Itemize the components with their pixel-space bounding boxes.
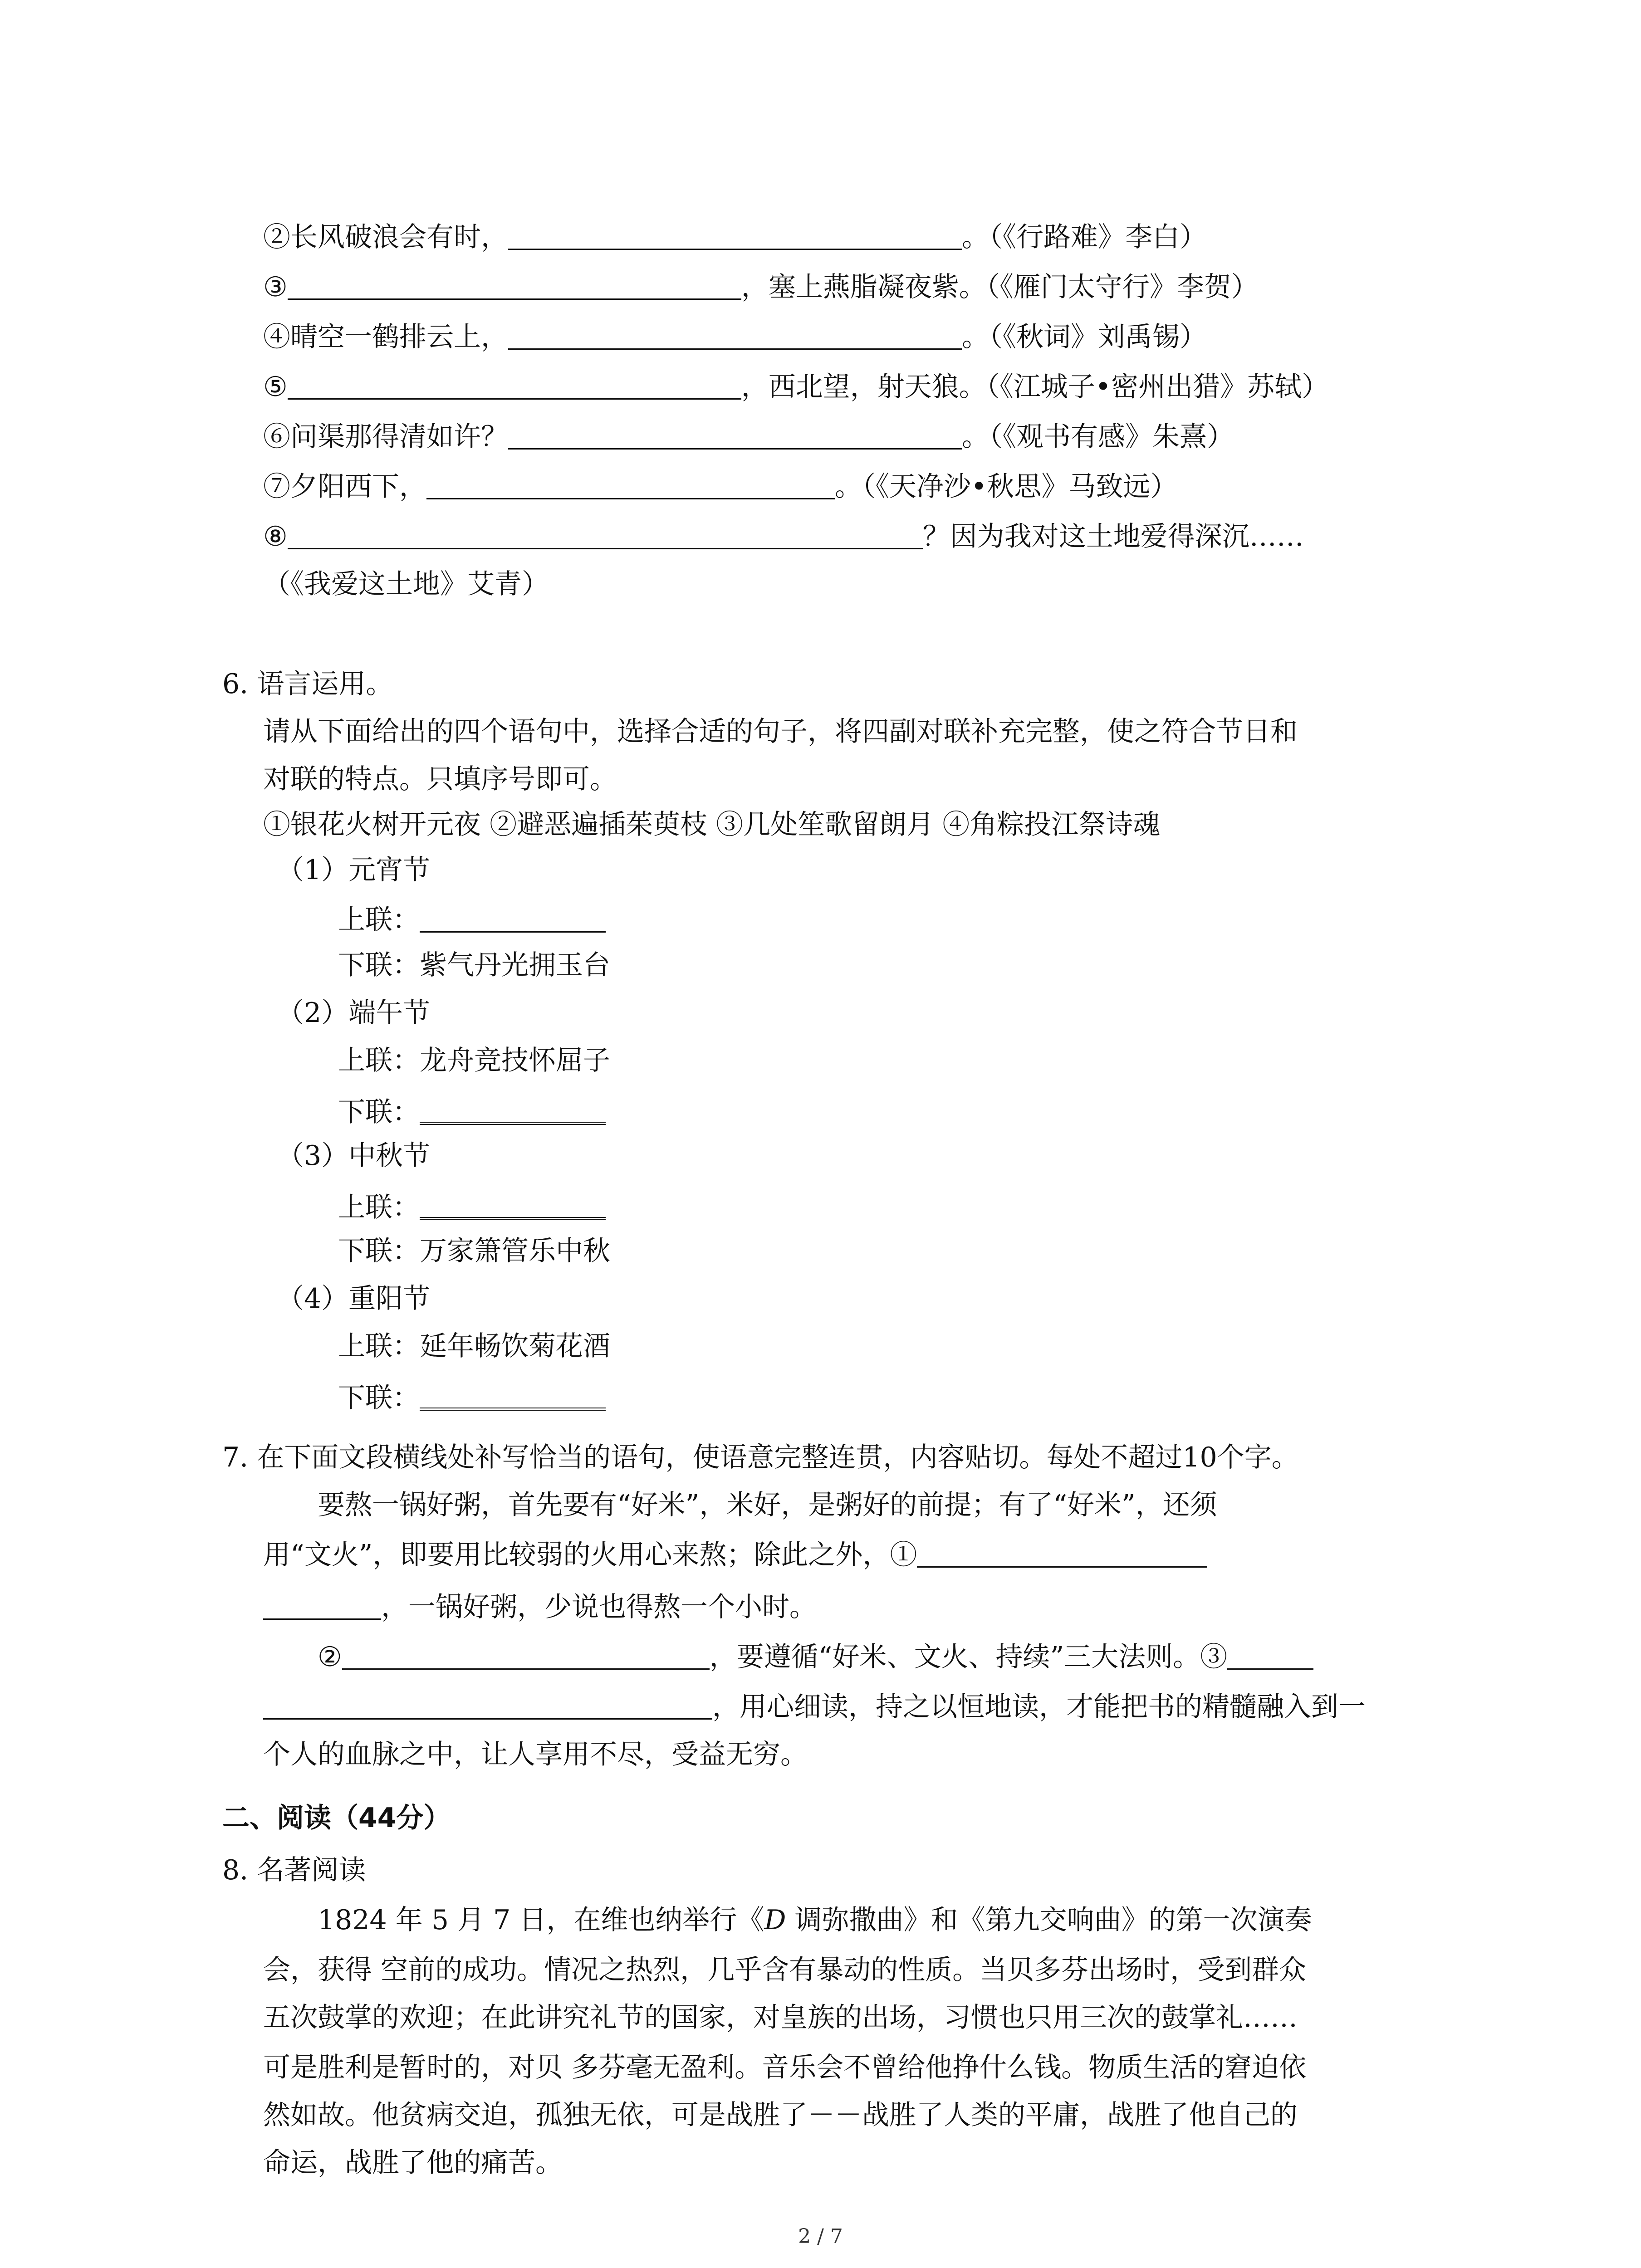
poem-line-8	[263, 521, 1304, 550]
question-7-text-part: ，一锅好粥，少说也得熬一个小时。	[381, 1591, 817, 1623]
question-7-text	[263, 1539, 1207, 1569]
question-7-title: 7. 在下面文段横线处补写恰当的语句，使语意完整连贯，内容贴切。每处不超过10个字。	[222, 1442, 1299, 1473]
reading-passage-line: 五次鼓掌的欢迎；在此讲究礼节的国家，对皇族的出场，习惯也只用三次的鼓掌礼……	[263, 2002, 1298, 2033]
couplet-heading: （2）端午节	[277, 997, 431, 1029]
couplet-label: 上联：	[338, 1192, 420, 1223]
question-7-text-part: ，用心细读，持之以恒地读，才能把书的精髓融入到一	[712, 1691, 1366, 1723]
answer-blank-2[interactable]	[342, 1641, 710, 1670]
poem-text: ⑤	[263, 371, 288, 403]
answer-blank-1[interactable]	[917, 1539, 1207, 1568]
poem-line-2	[263, 221, 1207, 251]
question-7-text	[318, 1641, 1313, 1671]
couplet-label: 下联：	[338, 1096, 420, 1128]
poem-source: 。（《观书有感》朱熹）	[962, 421, 1234, 453]
answer-blank[interactable]	[420, 1190, 606, 1220]
reading-passage-line: 会，获得 空前的成功。情况之热烈，几乎含有暴动的性质。当贝多芬出场时，受到群众	[263, 1954, 1307, 1986]
couplet-label: 上联：	[338, 904, 420, 936]
poem-source: ，西北望，射天狼。（《江城子•密州出猎》苏轼）	[741, 371, 1329, 403]
passage-text: 1824 年 5 月 7 日，在维也纳举行《	[318, 1904, 764, 1936]
poem-text: ④晴空一鹤排云上，	[263, 321, 508, 353]
question-6-title: 6. 语言运用。	[222, 668, 393, 700]
question-7-text-part: ②	[318, 1641, 342, 1673]
poem-line-4	[263, 321, 1207, 351]
question-7-text	[263, 1691, 1366, 1721]
section-heading: 二、阅读（44分）	[222, 1802, 451, 1834]
poem-source: （《我爱这土地》艾青）	[263, 568, 549, 600]
couplet-lower	[338, 1095, 606, 1126]
couplet-upper: 上联：龙舟竞技怀屈子	[338, 1045, 610, 1076]
answer-blank[interactable]	[426, 471, 835, 499]
question-7-text-part: 用“文火”，即要用比较弱的火用心来熬；除此之外，①	[263, 1539, 917, 1571]
question-7-text-part: ，要遵循“好米、文火、持续”三大法则。③	[709, 1641, 1228, 1673]
couplet-lower: 下联：万家箫管乐中秋	[338, 1235, 610, 1267]
couplet-lower	[338, 1380, 606, 1412]
question-8-title: 8. 名著阅读	[222, 1854, 366, 1886]
question-6-instruction: 对联的特点。只填序号即可。	[263, 763, 617, 795]
reading-passage-line: 然如故。他贫病交迫，孤独无依，可是战胜了－－战胜了人类的平庸，战胜了他自己的	[263, 2099, 1298, 2131]
answer-blank-3[interactable]	[1227, 1641, 1313, 1670]
couplet-heading: （4）重阳节	[277, 1283, 431, 1315]
poem-line-5	[263, 371, 1329, 401]
answer-blank-3-cont[interactable]	[263, 1691, 712, 1720]
question-6-instruction: 请从下面给出的四个语句中，选择合适的句子，将四副对联补充完整，使之符合节日和	[263, 716, 1298, 748]
reading-passage-line	[318, 1906, 1312, 1934]
couplet-upper: 上联：延年畅饮菊花酒	[338, 1330, 610, 1362]
answer-blank[interactable]	[508, 221, 962, 250]
answer-blank[interactable]	[508, 421, 962, 450]
reading-passage-line: 命运，战胜了他的痛苦。	[263, 2147, 563, 2179]
poem-source: 。（《秋词》刘禹锡）	[962, 321, 1207, 353]
passage-text: 调弥撒曲》和《第九交响曲》的第一次演奏	[786, 1904, 1312, 1936]
answer-blank[interactable]	[420, 1380, 606, 1411]
question-7-text: 个人的血脉之中，让人享用不尽，受益无穷。	[263, 1739, 808, 1770]
poem-line-6	[263, 421, 1234, 453]
poem-text: ⑦夕阳西下，	[263, 471, 426, 503]
poem-line-3	[263, 271, 1259, 301]
answer-blank[interactable]	[288, 521, 923, 549]
answer-blank[interactable]	[288, 371, 741, 400]
couplet-upper	[338, 904, 606, 934]
answer-blank[interactable]	[288, 271, 741, 300]
poem-text: ⑥问渠那得清如许？	[263, 421, 508, 453]
question-6-options: ①银花火树开元夜 ②避恶遍插茱萸枝 ③几处笙歌留朗月 ④角粽投江祭诗魂	[263, 809, 1161, 841]
answer-blank[interactable]	[508, 321, 962, 350]
poem-text: ⑧	[263, 521, 288, 552]
couplet-lower: 下联：紫气丹光拥玉台	[338, 949, 610, 981]
poem-text: ③	[263, 271, 288, 303]
question-7-text: 要熬一锅好粥，首先要有“好米”，米好，是粥好的前提；有了“好米”，还须	[318, 1489, 1217, 1521]
poem-line-7	[263, 471, 1178, 503]
answer-blank[interactable]	[420, 1095, 606, 1125]
poem-source: 。（《天净沙•秋思》马致远）	[835, 471, 1178, 503]
poem-text: ？因为我对这土地爱得深沉……	[922, 521, 1304, 552]
couplet-upper	[338, 1190, 606, 1221]
reading-passage-line: 可是胜利是暂时的，对贝 多芬毫无盈利。音乐会不曾给他挣什么钱。物质生活的窘迫依	[263, 2052, 1307, 2083]
poem-text: ②长风破浪会有时，	[263, 221, 508, 253]
poem-source: 。（《行路难》李白）	[962, 221, 1207, 253]
answer-blank-1-cont[interactable]	[263, 1591, 381, 1620]
page-number: 2 / 7	[798, 2225, 843, 2248]
poem-source: ，塞上燕脂凝夜紫。（《雁门太守行》李贺）	[741, 271, 1259, 303]
couplet-heading: （1）元宵节	[277, 854, 431, 886]
couplet-heading: （3）中秋节	[277, 1140, 431, 1172]
question-7-text	[263, 1591, 817, 1621]
couplet-label: 下联：	[338, 1382, 420, 1414]
passage-text: D	[764, 1904, 786, 1936]
answer-blank[interactable]	[420, 904, 606, 933]
